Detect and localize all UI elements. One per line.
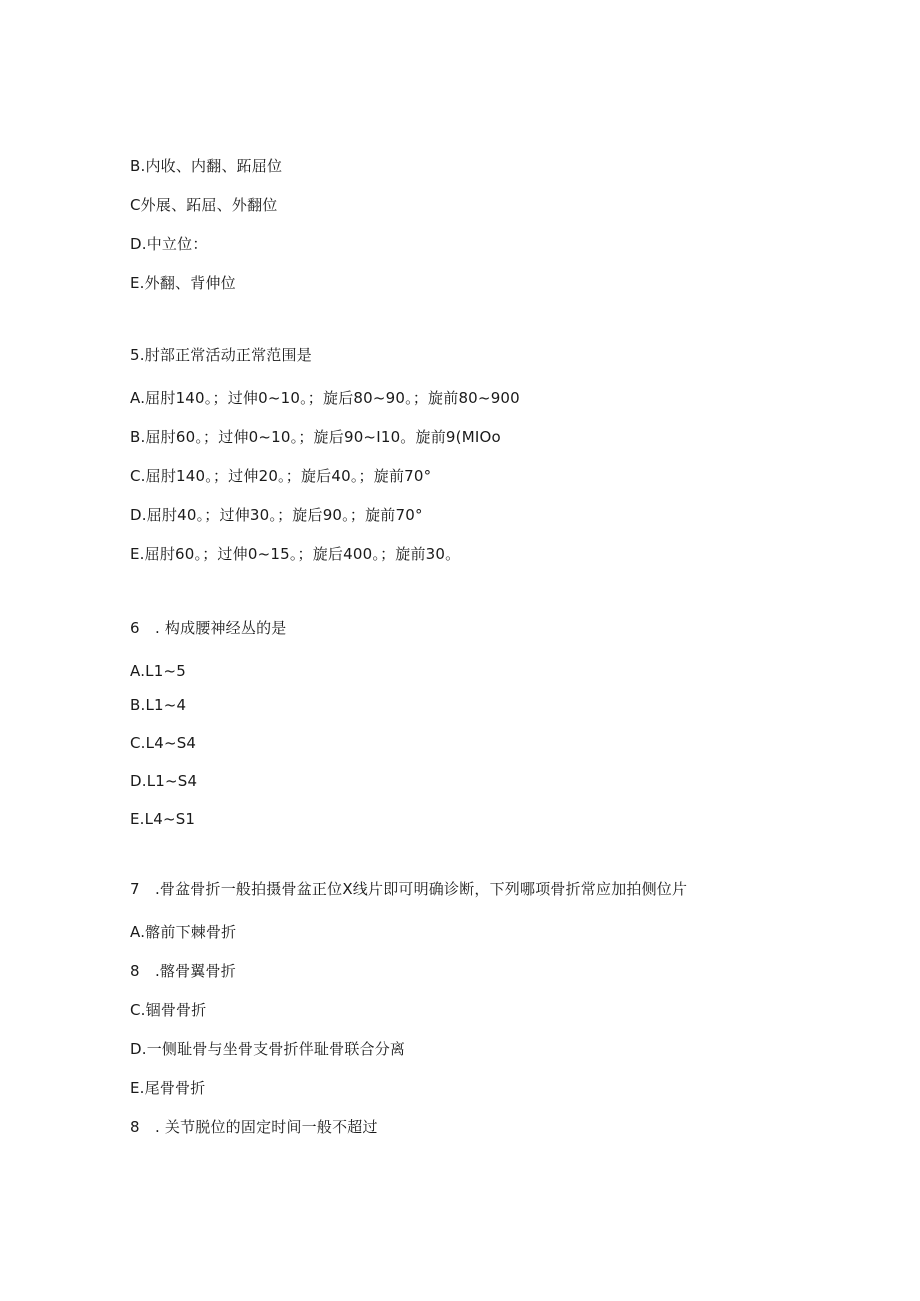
option-c-q4: C外展、跖屈、外翻位 [130,196,278,214]
option-b-q7: 8 .髂骨翼骨折 [130,962,236,980]
option-e-q6: E.L4~S1 [130,810,196,828]
option-d-q4: D.中立位： [130,235,208,253]
option-c-q5: C.屈肘140。；过伸20。；旋后40。；旋前70° [130,467,432,485]
option-a-q7: A.髂前下棘骨折 [130,923,237,941]
option-c-q6: C.L4~S4 [130,734,197,752]
question-5: 5.肘部正常活动正常范围是 [130,346,312,364]
question-8: 8 . 关节脱位的固定时间一般不超过 [130,1118,378,1136]
option-e-q7: E.尾骨骨折 [130,1079,206,1097]
option-b-q6: B.L1~4 [130,696,187,714]
option-c-q7: C.锢骨骨折 [130,1001,207,1019]
option-a-q6: A.L1~5 [130,662,186,680]
option-e-q5: E.屈肘60。；过伸0~15。；旋后400。；旋前30。 [130,545,461,563]
option-b-q4: B.内收、内翻、跖屈位 [130,157,283,175]
question-6: 6 . 构成腰神经丛的是 [130,619,287,637]
option-b-q5: B.屈肘60。；过伸0~10。；旋后90~I10。旋前9(MIOo [130,428,501,446]
option-d-q7: D.一侧耻骨与坐骨支骨折伴耻骨联合分离 [130,1040,406,1058]
question-7: 7 .骨盆骨折一般拍摄骨盆正位X线片即可明确诊断，下列哪项骨折常应加拍侧位片 [130,880,688,898]
option-d-q5: D.屈肘40。；过伸30。；旋后90。；旋前70° [130,506,423,524]
option-e-q4: E.外翻、背伸位 [130,274,236,292]
option-a-q5: A.屈肘140。；过伸0~10。；旋后80~90。；旋前80~900 [130,389,520,407]
option-d-q6: D.L1~S4 [130,772,198,790]
